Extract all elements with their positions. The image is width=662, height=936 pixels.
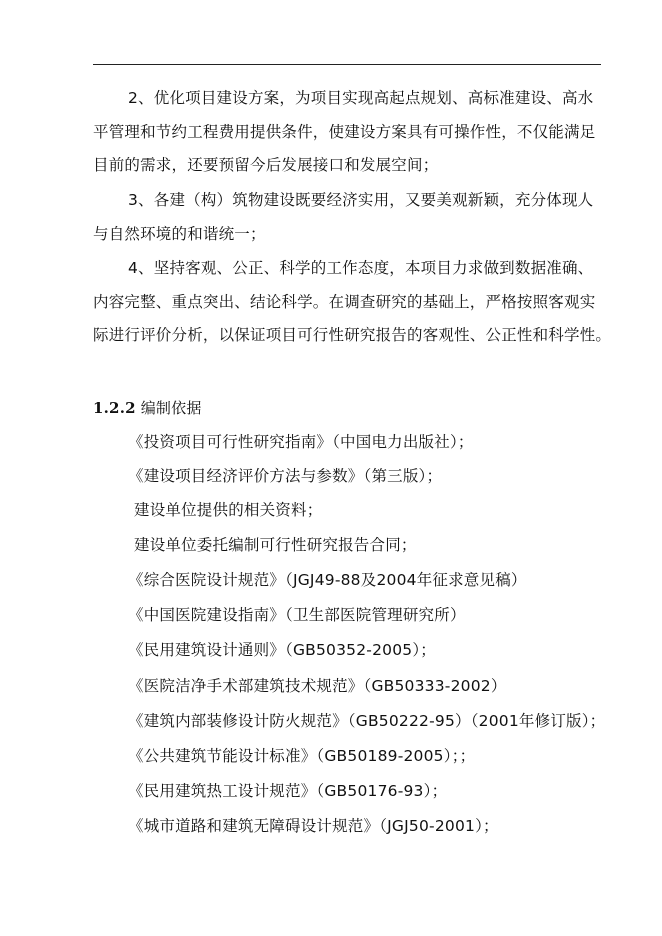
reference-item-1: 《投资项目可行性研究指南》（中国电力出版社）；: [128, 433, 474, 451]
reference-item-11: 《民用建筑热工设计规范》（GB50176-93）；: [128, 782, 448, 800]
section-number: 1.2.2: [93, 399, 136, 417]
paragraph-3-line-1: 3、各建（构）筑物建设既要经济实用，又要美观新颖，充分体现人: [128, 191, 594, 209]
paragraph-2-line-3: 目前的需求，还要预留今后发展接口和发展空间；: [93, 156, 439, 174]
reference-item-3: 建设单位提供的相关资料；: [134, 501, 323, 519]
section-heading: [93, 398, 202, 418]
paragraph-3-line-2: 与自然环境的和谐统一；: [93, 225, 266, 243]
reference-item-9: 《建筑内部装修设计防火规范》（GB50222-95）（2001年修订版）；: [128, 712, 606, 730]
paragraph-2-line-1: 2、优化项目建设方案，为项目实现高起点规划、高标准建设、高水: [128, 89, 594, 107]
section-title: 编制依据: [140, 399, 202, 417]
reference-item-2: 《建设项目经济评价方法与参数》（第三版）；: [128, 467, 443, 485]
reference-item-8: 《医院洁净手术部建筑技术规范》（GB50333-2002）: [128, 677, 507, 695]
paragraph-4-line-1: 4、坚持客观、公正、科学的工作态度，本项目力求做到数据准确、: [128, 259, 594, 277]
reference-item-6: 《中国医院建设指南》（卫生部医院管理研究所）: [128, 606, 466, 624]
header-rule: [93, 64, 601, 65]
reference-item-12: 《城市道路和建筑无障碍设计规范》（JGJ50-2001）；: [128, 817, 499, 835]
reference-item-7: 《民用建筑设计通则》（GB50352-2005）；: [128, 641, 436, 659]
paragraph-4-line-3: 际进行评价分析，以保证项目可行性研究报告的客观性、公正性和科学性。: [93, 326, 612, 344]
paragraph-2-line-2: 平管理和节约工程费用提供条件，使建设方案具有可操作性，不仅能满足: [93, 123, 596, 141]
paragraph-4-line-2: 内容完整、重点突出、结论科学。在调查研究的基础上，严格按照客观实: [93, 293, 596, 311]
reference-item-10: 《公共建筑节能设计标准》（GB50189-2005）；；: [128, 747, 476, 765]
reference-item-4: 建设单位委托编制可行性研究报告合同；: [134, 536, 417, 554]
reference-item-5: 《综合医院设计规范》（JGJ49-88及2004年征求意见稿）: [128, 571, 527, 589]
